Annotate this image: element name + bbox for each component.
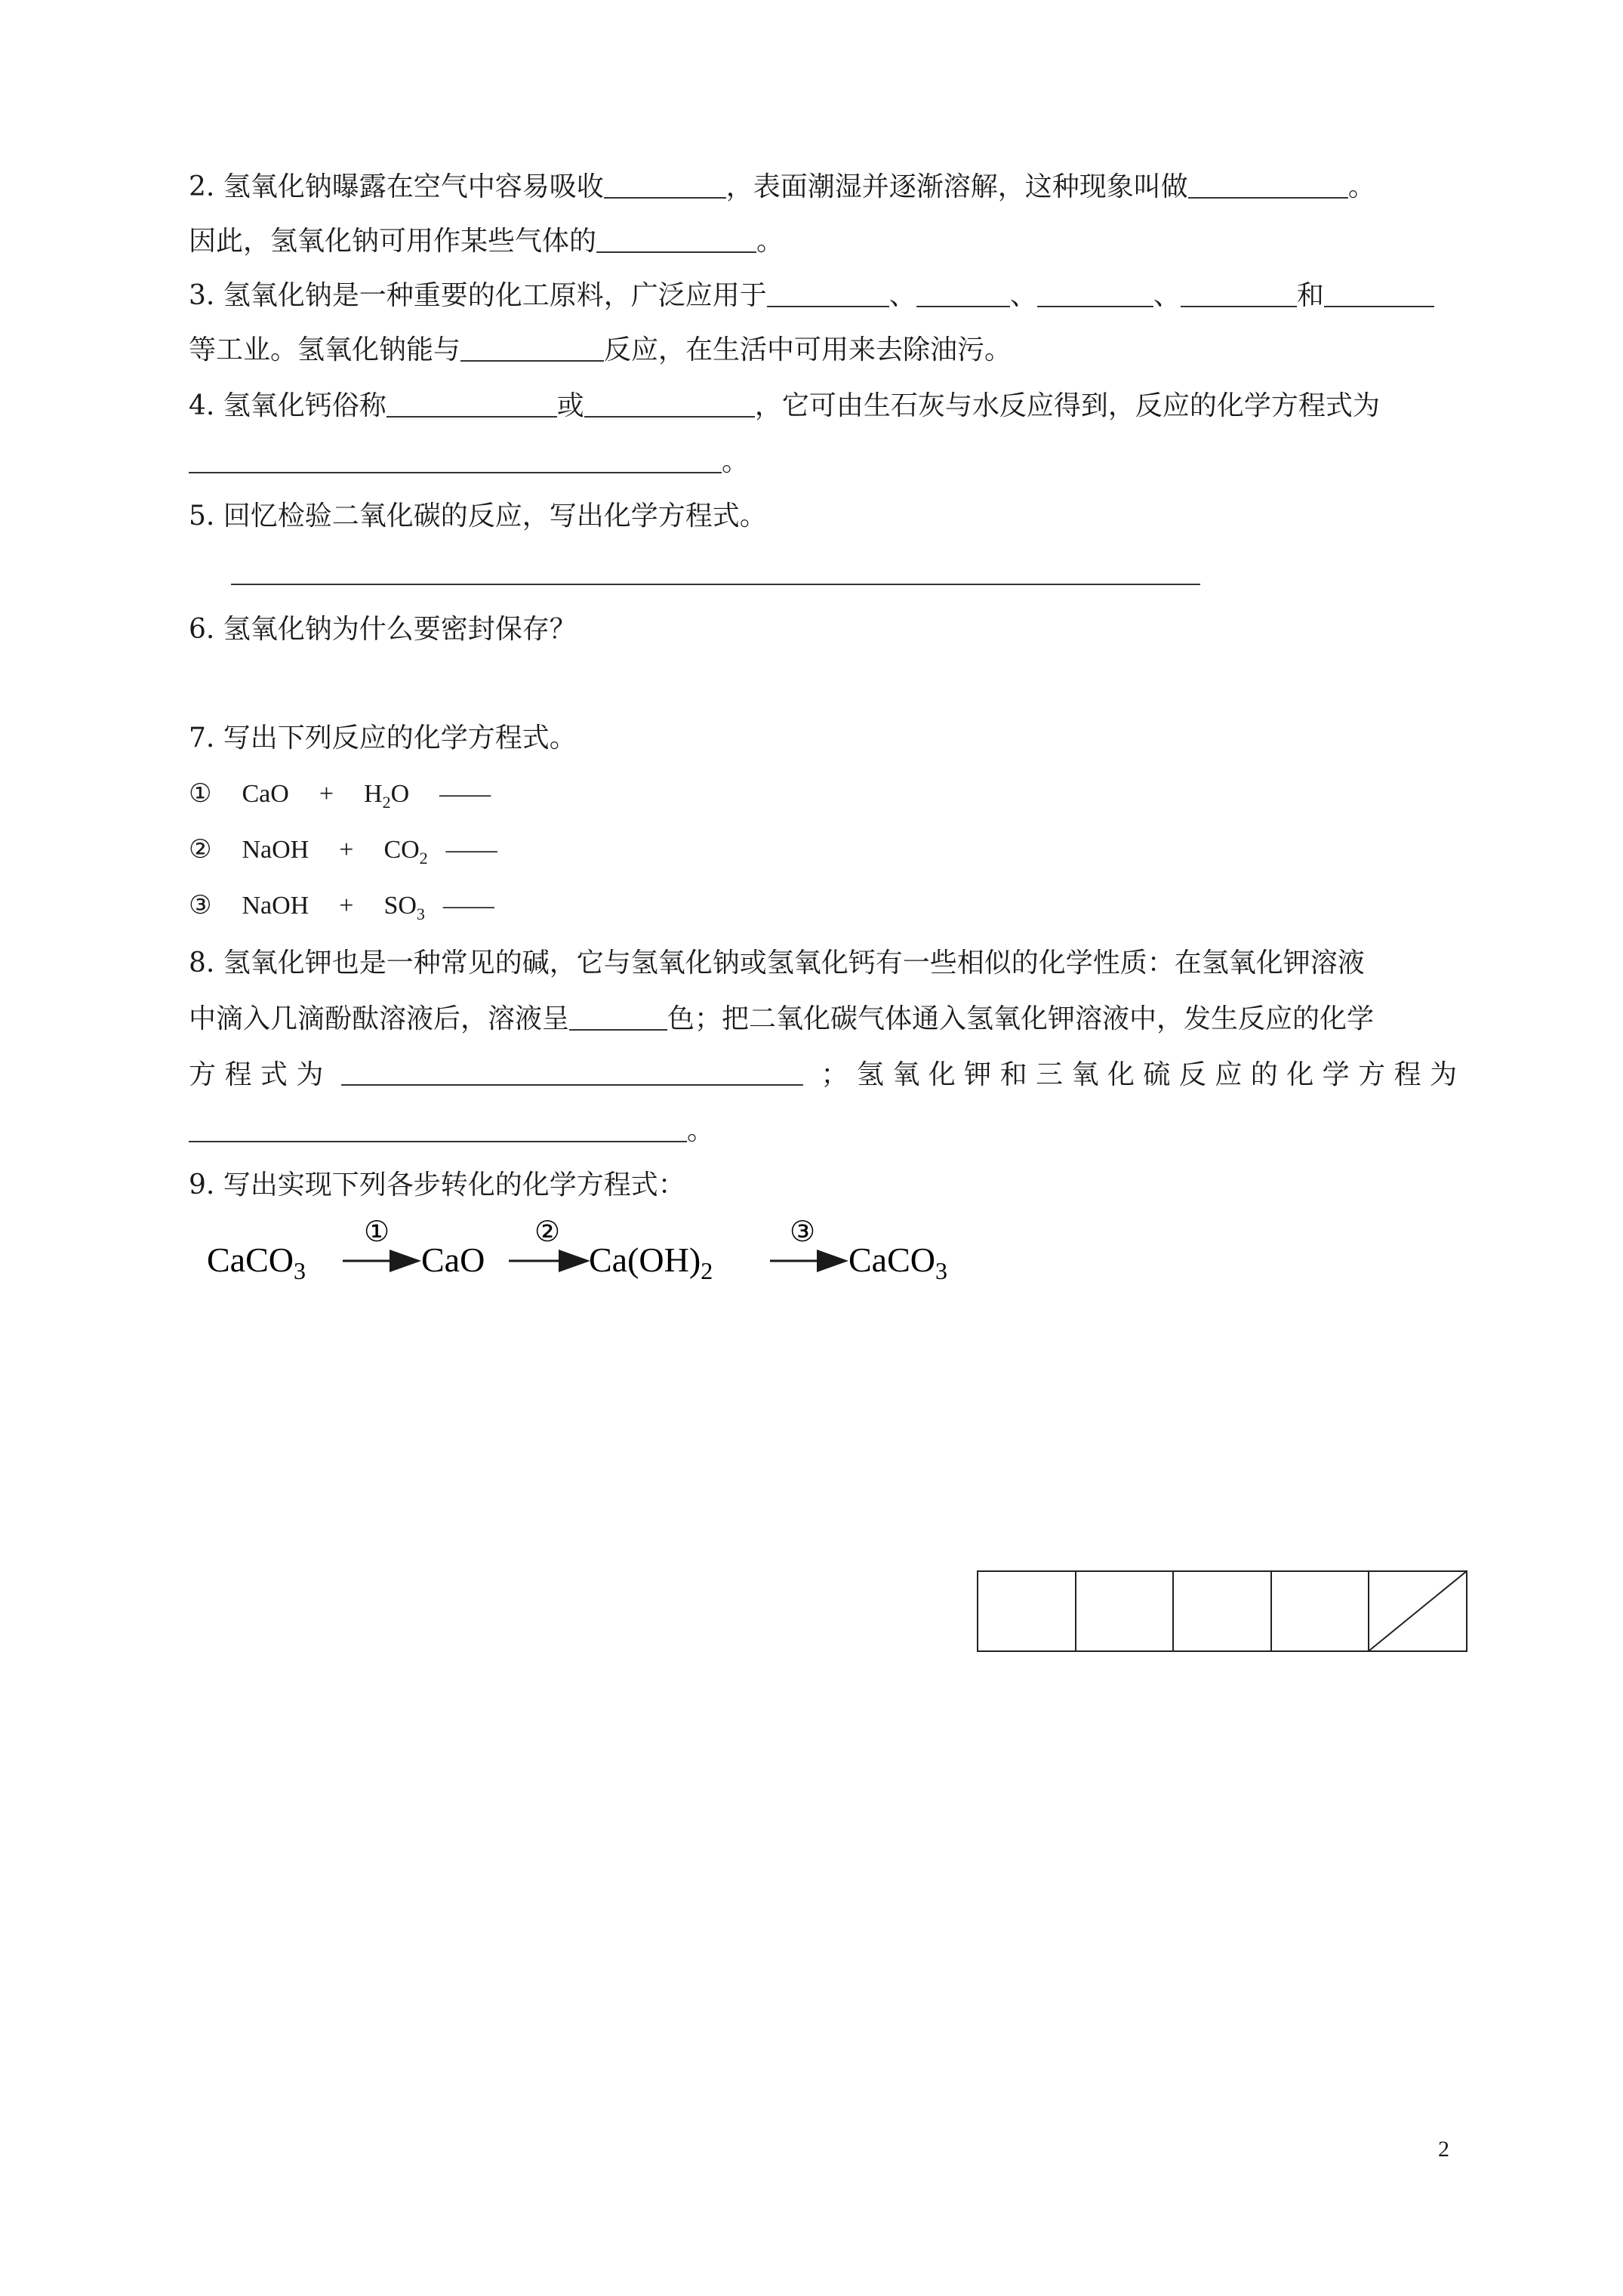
q4-line1: 4. 氢氧化钙俗称 或 ，它可由生石灰与水反应得到，反应的化学方程式为 — [189, 390, 1380, 421]
q7-reaction-2: ② NaOH + $CO_2$ —— — [189, 836, 497, 868]
diagonal-slash — [1369, 1572, 1466, 1650]
q5-line2 — [231, 556, 1200, 592]
q8-line1: 8. 氢氧化钾也是一种常见的碱，它与氢氧化钠或氢氧化钙有一些相似的化学性质：在氢氧化钾溶液 — [189, 948, 1365, 978]
q9-step-2-label: ② — [534, 1216, 561, 1248]
q3-blank-2[interactable] — [916, 279, 1010, 307]
q2-blank-1[interactable] — [604, 170, 726, 199]
q8-line2: 中滴入几滴酚酞溶液后，溶液呈 色；把二氧化碳气体通入氢氧化钾溶液中，发生反应的化学 — [189, 1003, 1375, 1034]
q5-line1: 5. 回忆检验二氧化碳的反应，写出化学方程式。 — [189, 501, 767, 532]
q8-blank-1[interactable] — [569, 1002, 667, 1031]
q9-species-1: CaCO$_3$ — [207, 1240, 306, 1284]
q8-blank-2[interactable] — [341, 1057, 803, 1086]
q2-blank-3[interactable] — [596, 224, 756, 253]
q3-blank-5[interactable] — [1324, 279, 1434, 307]
q9-species-4: CaCO$_3$ — [848, 1240, 947, 1284]
q7-reaction-1: ① CaO + $H_2O$ —— — [189, 780, 491, 812]
score-box — [977, 1570, 1467, 1652]
q9-line1: 9. 写出实现下列各步转化的化学方程式： — [189, 1170, 685, 1200]
q4-blank-2[interactable] — [584, 389, 755, 418]
q9-species-3: $Ca(OH)_2$ — [589, 1240, 713, 1284]
q3-blank-1[interactable] — [767, 279, 889, 307]
q3-line1: 3. 氢氧化钠是一种重要的化工原料，广泛应用于 、 、 、 和 — [189, 278, 1434, 314]
score-cell-3[interactable] — [1174, 1572, 1272, 1650]
q9-species-2: CaO — [421, 1240, 485, 1279]
q8-line3: 方 程 式 为 ； 氢 氧 化 钾 和 三 氧 化 硫 反 应 的 化 学 方 程 为 — [189, 1057, 1457, 1093]
q9-conversion-chain — [202, 1208, 1033, 1299]
q5-blank-1[interactable] — [231, 556, 1200, 585]
q4-blank-3[interactable] — [189, 445, 722, 473]
q4-line2: 。 — [189, 444, 749, 480]
score-cell-1[interactable] — [978, 1572, 1076, 1650]
q2-line1: 2. 氢氧化钠曝露在空气中容易吸收 ，表面潮湿并逐渐溶解，这种现象叫做 。 — [189, 171, 1375, 202]
q3-blank-4[interactable] — [1181, 279, 1297, 307]
q2-blank-2[interactable] — [1188, 170, 1348, 199]
q9-step-3-label: ③ — [790, 1216, 816, 1248]
q9-step-1-label: ① — [364, 1216, 390, 1248]
q7-line1: 7. 写出下列反应的化学方程式。 — [189, 723, 577, 754]
score-cell-5-crossed — [1369, 1572, 1466, 1650]
q3-blank-6[interactable] — [460, 333, 604, 362]
q3-line2: 等工业。氢氧化钠能与 反应，在生活中可用来去除油污。 — [189, 334, 1012, 365]
q8-line4: 。 — [189, 1113, 714, 1149]
q7-reaction-3: ③ NaOH + $SO_3$ —— — [189, 892, 494, 923]
q2-line2: 因此，氢氧化钠可用作某些气体的 。 — [189, 226, 784, 257]
score-cell-4[interactable] — [1272, 1572, 1370, 1650]
q3-blank-3[interactable] — [1037, 279, 1153, 307]
q4-blank-1[interactable] — [387, 389, 557, 418]
score-cell-2[interactable] — [1076, 1572, 1175, 1650]
page-number: 2 — [1438, 2137, 1449, 2162]
q6-line1: 6. 氢氧化钠为什么要密封保存？ — [189, 614, 577, 645]
q8-blank-3[interactable] — [189, 1114, 687, 1142]
